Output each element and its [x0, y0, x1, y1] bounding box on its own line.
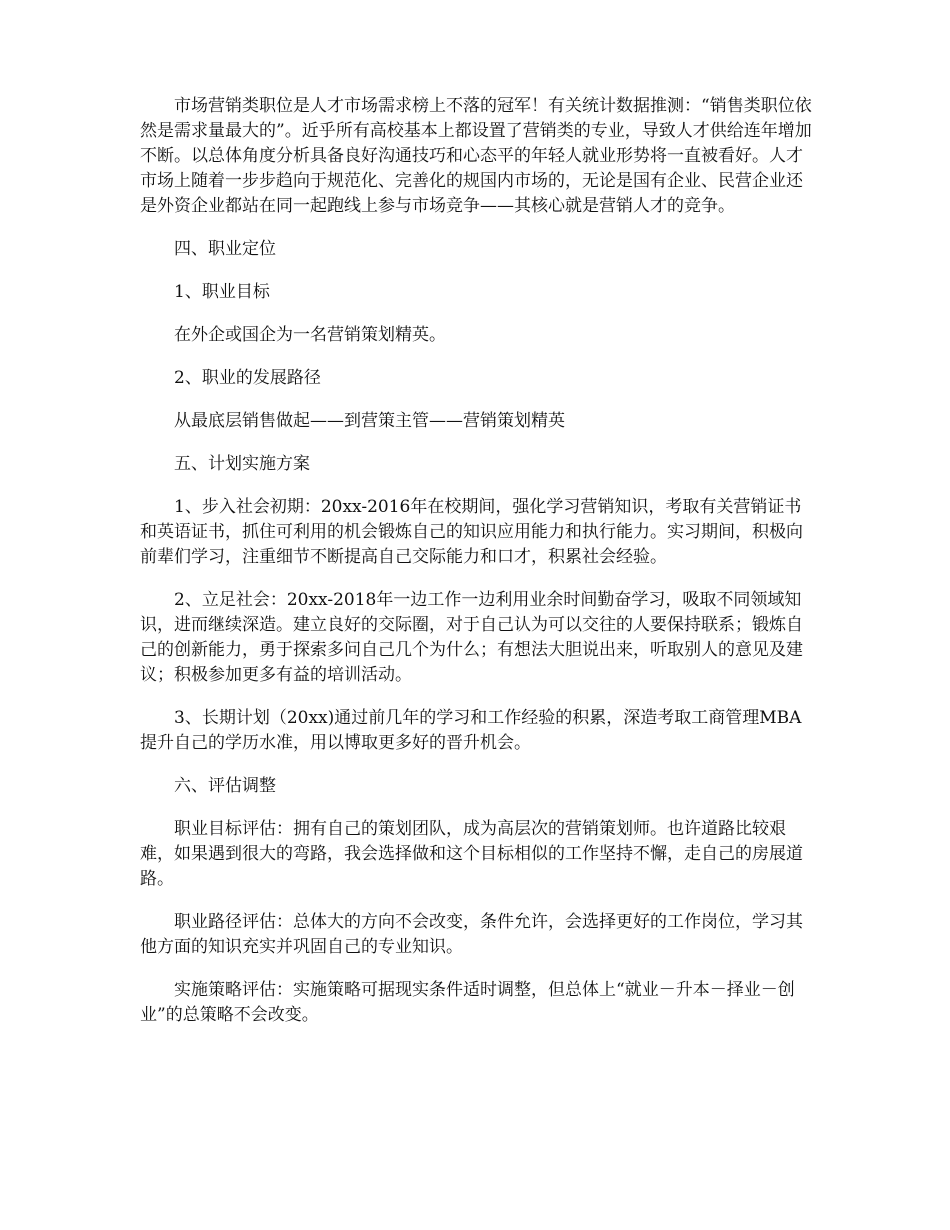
section-heading-evaluation: 六、评估调整	[174, 776, 276, 796]
goal-evaluation-paragraph: 职业目标评估：拥有自己的策划团队，成为高层次的营销策划师。也许道路比较艰难，如果遇到很大的弯路，我会选择做和这个目标相似的工作坚持不懈，走自己的房展道路。	[140, 819, 803, 889]
plan-step-2-paragraph: 2、立足社会：20xx-2018年一边工作一边利用业余时间勤奋学习，吸取不同领域知识，进而继续深造。建立良好的交际圈，对于自己认为可以交往的人要保持联系；锻炼自己的创新能力，勇于探索多问自己几个为什么；有想法大胆说出来，听取别人的意见及建议；积极参加更多有益的培训活动。	[140, 590, 803, 685]
strategy-evaluation-paragraph: 实施策略评估：实施策略可据现实条件适时调整，但总体上“就业－升本－择业－创业”的总策略不会改变。	[140, 980, 795, 1025]
path-evaluation-paragraph: 职业路径评估：总体大的方向不会改变，条件允许，会选择更好的工作岗位，学习其他方面的知识充实并巩固自己的专业知识。	[140, 912, 803, 957]
career-goal-paragraph: 在外企或国企为一名营销策划精英。	[174, 325, 446, 345]
career-path-paragraph: 从最底层销售做起——到营策主管——营销策划精英	[174, 411, 565, 431]
document-body	[140, 94, 816, 1046]
section-heading-implementation-plan: 五、计划实施方案	[174, 454, 310, 474]
subheading-career-path: 2、职业的发展路径	[174, 368, 321, 388]
intro-paragraph: 市场营销类职位是人才市场需求榜上不落的冠军！有关统计数据推测：“销售类职位依然是需求量最大的”。近乎所有高校基本上都设置了营销类的专业，导致人才供给连年增加不断。以总体角度分析具备良好沟通技巧和心态平的年轻人就业形势将一直被看好。人才市场上随着一步步趋向于规范化、完善化的规国内市场的，无论是国有企业、民营企业还是外资企业都站在同一起跑线上参与市场竞争——其核心就是营销人才的竞争。	[140, 96, 812, 216]
subheading-career-goal: 1、职业目标	[174, 282, 270, 302]
plan-step-3-paragraph: 3、长期计划（20xx)通过前几年的学习和工作经验的积累，深造考取工商管理MBA提升自己的学历水准，用以博取更多好的晋升机会。	[140, 708, 802, 753]
section-heading-career-positioning: 四、职业定位	[174, 239, 276, 259]
plan-step-1-paragraph: 1、步入社会初期：20xx-2016年在校期间，强化学习营销知识，考取有关营销证书和英语证书，抓住可利用的机会锻炼自己的知识应用能力和执行能力。实习期间，积极向前辈们学习，注重细节不断提高自己交际能力和口才，积累社会经验。	[140, 497, 803, 567]
